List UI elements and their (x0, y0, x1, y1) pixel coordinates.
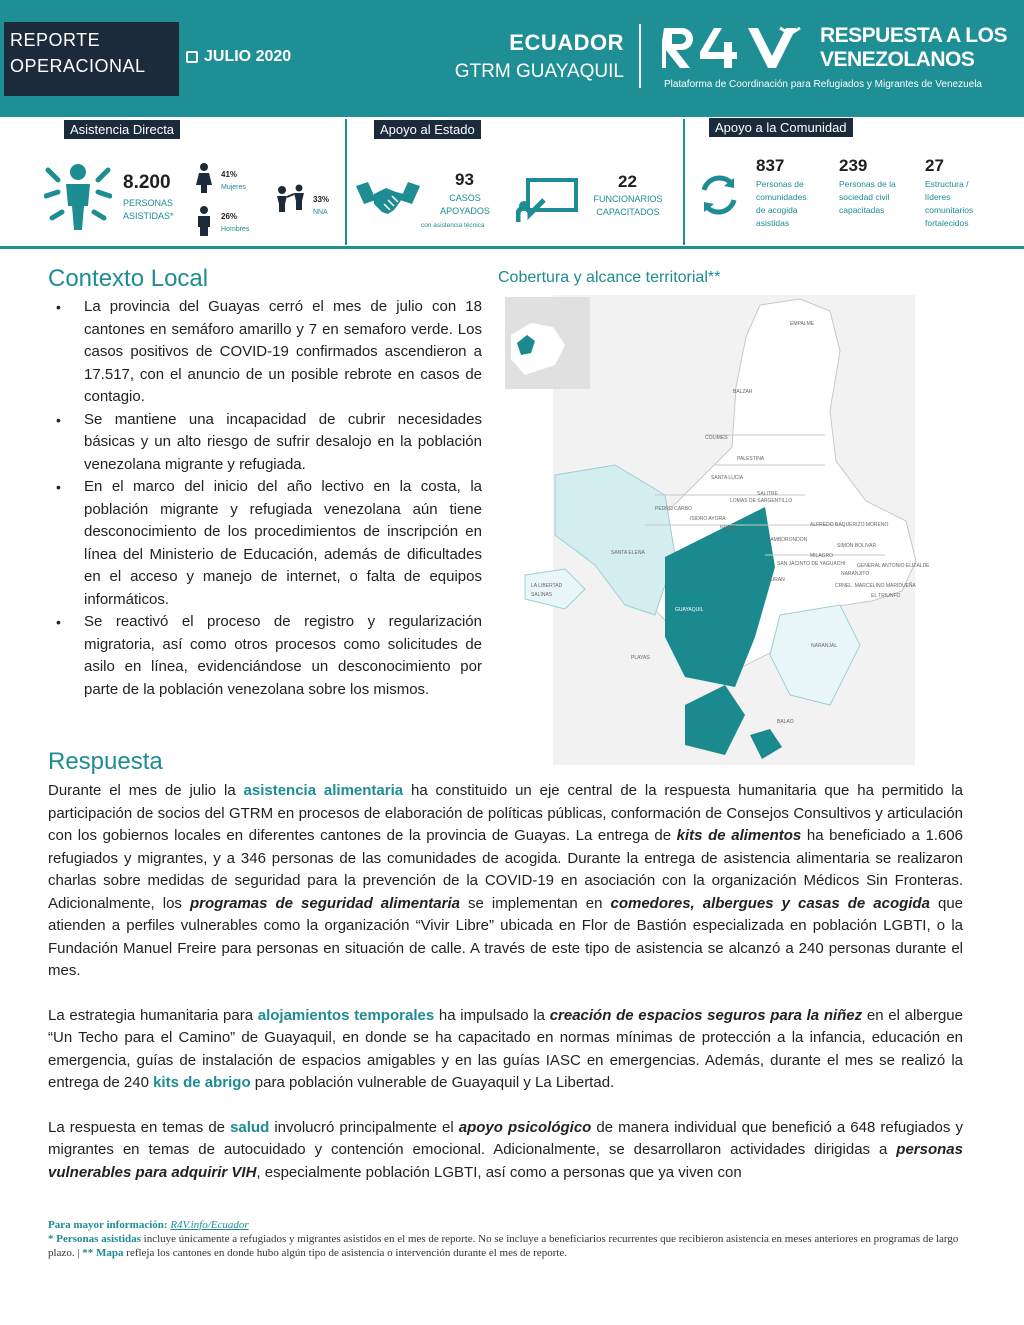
community-value-2: 239 (839, 156, 868, 175)
working-group-name: GTRM GUAYAQUIL (454, 61, 624, 82)
label-nobol: NOBOL (720, 525, 738, 531)
more-info-line (48, 1218, 963, 1232)
community-caption-3-line-1: Estructura / (925, 179, 969, 189)
country-name: ECUADOR (509, 30, 624, 55)
paragraph-text-run: ha constituido un eje central de la respuesta humanitaria que ha permitido la participación de socios del GTRM en procesos de elaboración de políticas públicas, conformación de Consejos Consultivos y articulación con los gobiernos locales en diferentes cantones de la provincia de Guayas. La entrega de (48, 782, 963, 844)
paragraph-emphasis-run: programas de seguridad alimentaria (189, 894, 460, 912)
label-marcelino: CRNEL. MARCELINO MARIDUEÑA (835, 583, 916, 589)
label-salitre: SALITRE (757, 491, 778, 497)
handshake-icon (356, 180, 420, 224)
people-assisted-caption-2: ASISTIDAS* (123, 211, 174, 221)
label-la-libertad: LA LIBERTAD (531, 583, 563, 589)
response-paragraph-shelter (48, 1005, 963, 1095)
community-support-label: Apoyo a la Comunidad (709, 118, 853, 137)
report-date-text: JULIO 2020 (204, 48, 292, 65)
label-alfredo: ALFREDO BAQUERIZO MORENO (810, 522, 889, 528)
community-caption-3-line-4: fortalecidos (925, 218, 969, 228)
direct-assistance-label: Asistencia Directa (64, 120, 180, 139)
report-header (0, 0, 1024, 117)
label-isidro-ayora: ISIDRO AYORA (690, 516, 726, 522)
label-palestina: PALESTINA (737, 456, 765, 462)
men-label: Hombres (221, 226, 250, 233)
paragraph-emphasis-run: salud (230, 1118, 270, 1136)
label-naranjito: NARANJITO (841, 571, 870, 577)
label-santa-lucia: SANTA LUCIA (711, 475, 744, 481)
community-caption-1-line-2: comunidades (756, 192, 807, 202)
label-lomas: LOMAS DE SARGENTILLO (730, 498, 793, 504)
community-caption-1-line-4: asistidas (756, 218, 790, 228)
label-yaguachi: SAN JACINTO DE YAGUACHI (777, 561, 846, 567)
paragraph-text-run: ha beneficiado a 1.606 refugiados y migrantes, y a 346 personas de las comunidades de acogida. Durante la entrega de asistencia alimentaria se realizaron charlas sobre medidas de seguridad para la prevención de la COVID-19 en asociación con la organización Médicos Sin Fronteras. Adicionalmente, los (48, 827, 963, 912)
report-type-line2: OPERACIONAL (10, 56, 146, 76)
report-date (186, 48, 291, 66)
nna-label: NNA (313, 209, 328, 216)
paragraph-text-run: , especialmente población LGBTI, así como a personas que ya viven con (256, 1163, 742, 1181)
state-support-label: Apoyo al Estado (374, 120, 481, 139)
label-pedro-carbo: PEDRO CARBO (655, 506, 692, 512)
community-value-3: 27 (925, 156, 944, 175)
stats-divider-2 (683, 119, 685, 245)
paragraph-text-run: La respuesta en temas de (48, 1118, 231, 1136)
label-balao: BALAO (777, 719, 794, 725)
label-guayaquil: GUAYAQUIL (675, 607, 704, 613)
cases-supported-value: 93 (455, 170, 474, 189)
person-assisted-icon (44, 160, 112, 232)
label-milagro: MILAGRO (810, 553, 834, 559)
community-caption-2-line-1: Personas de la (839, 179, 896, 189)
paragraph-text-run: involucró principalmente el (269, 1118, 459, 1136)
label-simon-bolivar: SIMON BOLIVAR (837, 543, 877, 549)
people-assisted-value: 8.200 (123, 172, 171, 193)
cases-note: con asistencia técnica (421, 222, 485, 229)
paragraph-emphasis-run: apoyo psicológico (458, 1118, 592, 1136)
community-caption-2-line-3: capacitadas (839, 205, 885, 215)
community-caption-1-line-1: Personas de (756, 179, 804, 189)
stats-divider-1 (345, 119, 347, 245)
report-type-box (4, 22, 179, 96)
r4v-logo-icon (662, 26, 804, 70)
paragraph-emphasis-run: personas vulnerables para adquirir VIH (48, 1141, 963, 1181)
community-caption-1 (756, 178, 807, 230)
cycle-arrows-icon (694, 170, 744, 220)
training-board-icon (516, 178, 580, 222)
report-type-line1: REPORTE (10, 30, 101, 50)
children-icon (272, 184, 308, 214)
community-caption-2-line-2: sociedad civil (839, 192, 890, 202)
paragraph-text-run: Durante el mes de julio la (48, 782, 244, 799)
paragraph-text-run: ha impulsado la (434, 1006, 550, 1024)
man-icon (196, 206, 212, 236)
community-caption-1-line-3: de acogida (756, 205, 798, 215)
logo-wordmark (820, 24, 1007, 72)
people-assisted-caption (123, 197, 174, 223)
community-caption-2 (839, 178, 896, 217)
cases-supported-caption (435, 192, 495, 218)
officials-caption-2: CAPACITADOS (596, 207, 660, 217)
paragraph-text-run: para población vulnerable de Guayaquil y La Libertad. (250, 1074, 615, 1091)
stats-bottom-rule (0, 246, 1024, 249)
map-title: Cobertura y alcance territorial** (498, 269, 721, 286)
label-el-triunfo: EL TRIUNFO (871, 593, 901, 599)
people-assisted-caption-1: PERSONAS (123, 198, 174, 208)
officials-caption-1: FUNCIONARIOS (593, 194, 663, 204)
coverage-map (505, 295, 955, 765)
more-info-label: Para mayor información: (48, 1219, 168, 1231)
label-colimes: COLIMES (705, 435, 728, 441)
footnote-text-1: incluye únicamente a refugiados y migrantes asistidos en el mes de reporte. No se incluye a beneficiarios recurrentes que recibieron asistencia en meses anteriores en programas de largo plazo. | (48, 1233, 959, 1259)
label-balzar: BALZAR (733, 389, 753, 395)
paragraph-emphasis-run: creación de espacios seguros para la niñez (549, 1006, 863, 1024)
label-santa-elena: SANTA ELENA (611, 550, 645, 556)
women-label: Mujeres (221, 184, 246, 191)
context-title: Contexto Local (48, 265, 209, 292)
context-bullet: • Se reactivó el proceso de registro y regularización migratoria, así como otros procesos como solicitudes de asilo en línea, evidenciándose un desconocimiento por parte de la población venezolana sobre los mismos. (54, 611, 482, 701)
women-pct: 41% (221, 170, 238, 179)
context-bullet: • En el marco del inicio del año lectivo en la costa, la población migrante y refugiada venezolana aún tiene desconocimiento de los procedimientos de inscripción en línea del Ministerio de Educación, además de dificultades en el acceso y manejo de internet, o falta de equipos informáticos. (54, 476, 482, 611)
context-bullet: • Se mantiene una incapacidad de cubrir necesidades básicas y un alto riesgo de sufrir desalojo en la población venezolana migrante y refugiada. (54, 409, 482, 477)
response-paragraph-health (48, 1117, 963, 1185)
cases-caption-2: APOYADOS (440, 206, 490, 216)
response-paragraph-food (48, 780, 963, 983)
label-playas: PLAYAS (631, 655, 650, 661)
footnote-text (48, 1232, 963, 1260)
woman-icon (196, 163, 212, 193)
calendar-icon (186, 51, 198, 63)
label-duran: DURAN (767, 577, 785, 583)
paragraph-text-run: en el albergue “Un Techo para el Camino” de Guayaquil, en donde se ha capacitado en normas mínimas de protección a la infancia, educación en emergencia, guías de instalación de espacios amigables y en las guías IASC en emergencias. Además, durante el mes se realizó la entrega de 240 (48, 1006, 963, 1091)
label-antonio-elizalde: GENERAL ANTONIO ELIZALDE (857, 563, 930, 569)
label-samborondon: SAMBORONDON (767, 537, 808, 543)
logo-line1: RESPUESTA A LOS (820, 24, 1007, 47)
response-body (48, 780, 963, 1206)
country-block (455, 30, 624, 83)
footnote-text-2: refleja los cantones en donde hubo algún tipo de asistencia o intervención durante el mes de reporte. (123, 1247, 568, 1259)
community-caption-3-line-3: comunitarios (925, 205, 974, 215)
paragraph-emphasis-run: alojamientos temporales (257, 1006, 435, 1024)
footnote-label-1: * Personas asistidas (48, 1233, 141, 1245)
men-pct: 26% (221, 212, 238, 221)
paragraph-text-run: La estrategia humanitaria para (48, 1006, 258, 1024)
community-caption-3-line-2: líderes (925, 192, 951, 202)
more-info-link[interactable]: R4V.info/Ecuador (170, 1219, 249, 1231)
paragraph-emphasis-run: kits de alimentos (676, 827, 802, 844)
response-title: Respuesta (48, 748, 163, 775)
label-naranjal: NARANJAL (811, 643, 838, 649)
community-value-1: 837 (756, 156, 785, 175)
logo-line2: VENEZOLANOS (820, 48, 975, 71)
paragraph-emphasis-run: comedores, albergues y casas de acogida (610, 894, 930, 912)
community-caption-3 (925, 178, 973, 230)
paragraph-emphasis-run: asistencia alimentaria (243, 782, 404, 799)
label-salinas: SALINAS (531, 592, 553, 598)
officials-trained-value: 22 (618, 172, 637, 191)
footer-notes (48, 1218, 963, 1260)
footnote-label-2: ** Mapa (82, 1247, 124, 1259)
logo-subtitle: Plataforma de Coordinación para Refugiados y Migrantes de Venezuela (664, 79, 982, 90)
paragraph-text-run: de manera individual que benefició a 648 refugiados y migrantes en temas de autocuidado y contención emocional. Adicionalmente, se desarrollaron actividades dirigidas a (48, 1118, 963, 1158)
nna-pct: 33% (313, 195, 330, 204)
paragraph-text-run: se implementan en (459, 894, 611, 912)
paragraph-emphasis-run: kits de abrigo (153, 1074, 251, 1091)
paragraph-text-run: que atienden a perfiles vulnerables como la organización “Vivir Libre” ubicada en Flor de Bastión especializada en población LGBTI, o la Fundación Manuel Freire para personas en situación de calle. A través de este tipo de asistencia se alcanzó a 240 personas durante el mes. (48, 894, 964, 979)
context-list (54, 296, 482, 701)
header-divider (639, 24, 641, 88)
context-bullet: • La provincia del Guayas cerró el mes de julio con 18 cantones en semáforo amarillo y 7 en semaforo verde. Los casos positivos de COVID-19 confirmados ascendieron a 17.517, con el anuncio de un posible rebrote en casos de contagio. (54, 296, 482, 409)
officials-trained-caption (585, 193, 671, 219)
label-empalme: EMPALME (790, 321, 815, 327)
cases-caption-1: CASOS (449, 193, 481, 203)
